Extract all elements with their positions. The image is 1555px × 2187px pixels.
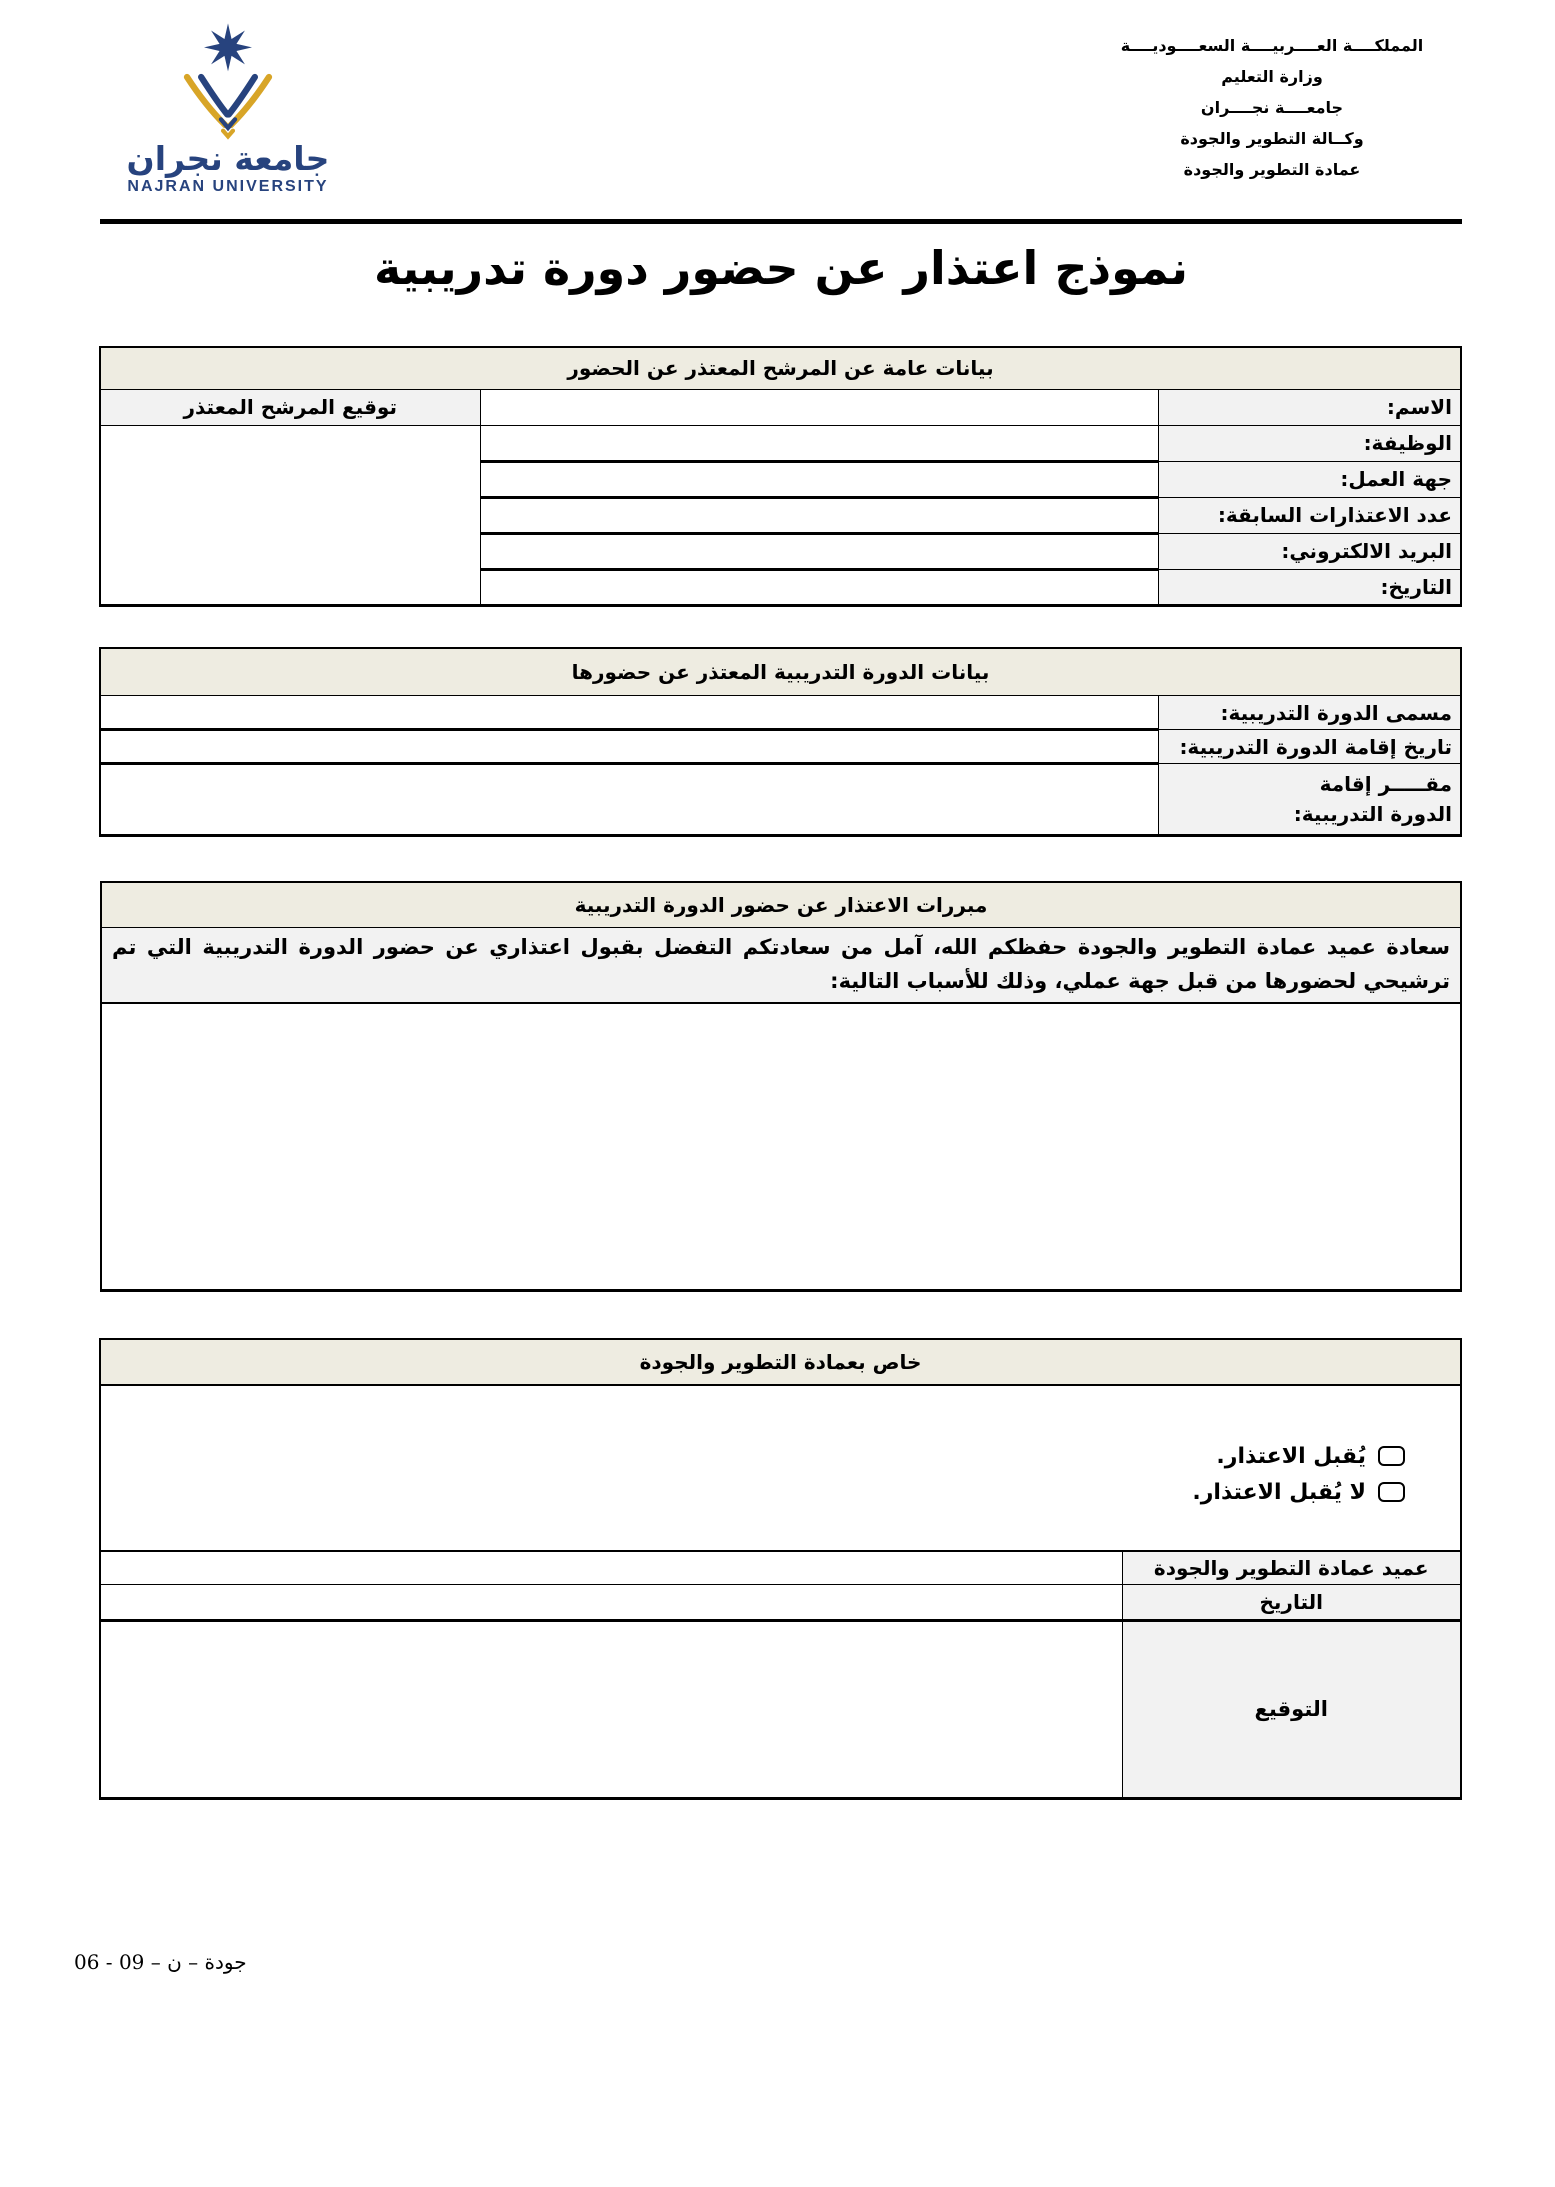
date-label: التاريخ: <box>1158 569 1461 605</box>
course-venue-label: مقـــــر إقامة الدورة التدريبية: <box>1158 764 1461 836</box>
form-content <box>100 224 1462 1800</box>
deanship-date-label: التاريخ <box>1122 1584 1461 1620</box>
logo-latin-name: NAJRAN UNIVERSITY <box>127 178 329 195</box>
deanship-header: خاص بعمادة التطوير والجودة <box>100 1339 1461 1385</box>
reject-apology-option[interactable] <box>111 1474 1405 1510</box>
deanship-signature-field[interactable] <box>100 1620 1122 1798</box>
candidate-signature-header: توقيع المرشح المعتذر <box>100 389 480 425</box>
letterhead-text-block <box>1117 30 1427 185</box>
reject-apology-label: لا يُقبل الاعتذار. <box>1192 1479 1366 1505</box>
candidate-signature-field[interactable] <box>100 425 480 605</box>
letterhead-line-vice-rectorate: وكــالة التطوير والجودة <box>1180 129 1364 148</box>
logo-arabic-name: جامعة نجران <box>126 139 330 178</box>
name-field[interactable] <box>480 389 1158 425</box>
university-logo <box>108 22 348 196</box>
course-venue-field[interactable] <box>100 764 1158 836</box>
najran-university-star-icon <box>148 22 308 142</box>
form-title: نموذج اعتذار عن حضور دورة تدريبية <box>373 241 1189 295</box>
dean-name-field[interactable] <box>100 1551 1122 1584</box>
email-label: البريد الالكتروني: <box>1158 533 1461 569</box>
name-label: الاسم: <box>1158 389 1461 425</box>
form-code: جودة – ن – 09 - 06 <box>74 1950 247 1974</box>
course-date-field[interactable] <box>100 730 1158 764</box>
dean-title-label: عميد عمادة التطوير والجودة <box>1122 1551 1461 1584</box>
general-info-header: بيانات عامة عن المرشح المعتذر عن الحضور <box>100 347 1461 389</box>
accept-apology-checkbox[interactable] <box>1378 1446 1405 1466</box>
accept-apology-label: يُقبل الاعتذار. <box>1216 1443 1366 1469</box>
justification-table <box>100 881 1462 1292</box>
course-date-label: تاريخ إقامة الدورة التدريبية: <box>1158 730 1461 764</box>
employer-field[interactable] <box>480 461 1158 497</box>
justification-writing-area[interactable] <box>101 1003 1461 1291</box>
letterhead-line-deanship: عمادة التطوير والجودة <box>1183 160 1361 179</box>
justification-header: مبررات الاعتذار عن حضور الدورة التدريبية <box>101 882 1461 927</box>
letterhead-line-university: جامعــــة نجــــران <box>1200 98 1344 117</box>
letterhead-line-ministry: وزارة التعليم <box>1221 67 1323 86</box>
deanship-signature-label: التوقيع <box>1122 1620 1461 1798</box>
decision-cell <box>100 1385 1461 1551</box>
previous-apologies-label: عدد الاعتذارات السابقة: <box>1158 497 1461 533</box>
deanship-table <box>99 1338 1462 1800</box>
course-title-field[interactable] <box>100 696 1158 730</box>
employer-label: جهة العمل: <box>1158 461 1461 497</box>
course-info-header: بيانات الدورة التدريبية المعتذر عن حضورها <box>100 648 1461 696</box>
reject-apology-checkbox[interactable] <box>1378 1482 1405 1502</box>
email-field[interactable] <box>480 533 1158 569</box>
date-field[interactable] <box>480 569 1158 605</box>
previous-apologies-field[interactable] <box>480 497 1158 533</box>
course-info-table <box>99 647 1462 838</box>
deanship-date-field[interactable] <box>100 1584 1122 1620</box>
general-info-table <box>99 346 1462 607</box>
job-title-label: الوظيفة: <box>1158 425 1461 461</box>
course-title-label: مسمى الدورة التدريبية: <box>1158 696 1461 730</box>
accept-apology-option[interactable] <box>111 1438 1405 1474</box>
justification-intro-text: سعادة عميد عمادة التطوير والجودة حفظكم الله، آمل من سعادتكم التفضل بقبول اعتذاري عن حضور الدورة التدريبية التي تم ترشيحي لحضورها من قبل جهة عملي، وذلك للأسباب التالية: <box>101 927 1461 1003</box>
job-title-field[interactable] <box>480 425 1158 461</box>
letterhead-line-country: المملكــــة العــــربيــــة السعــــوديــــة <box>1120 36 1424 55</box>
